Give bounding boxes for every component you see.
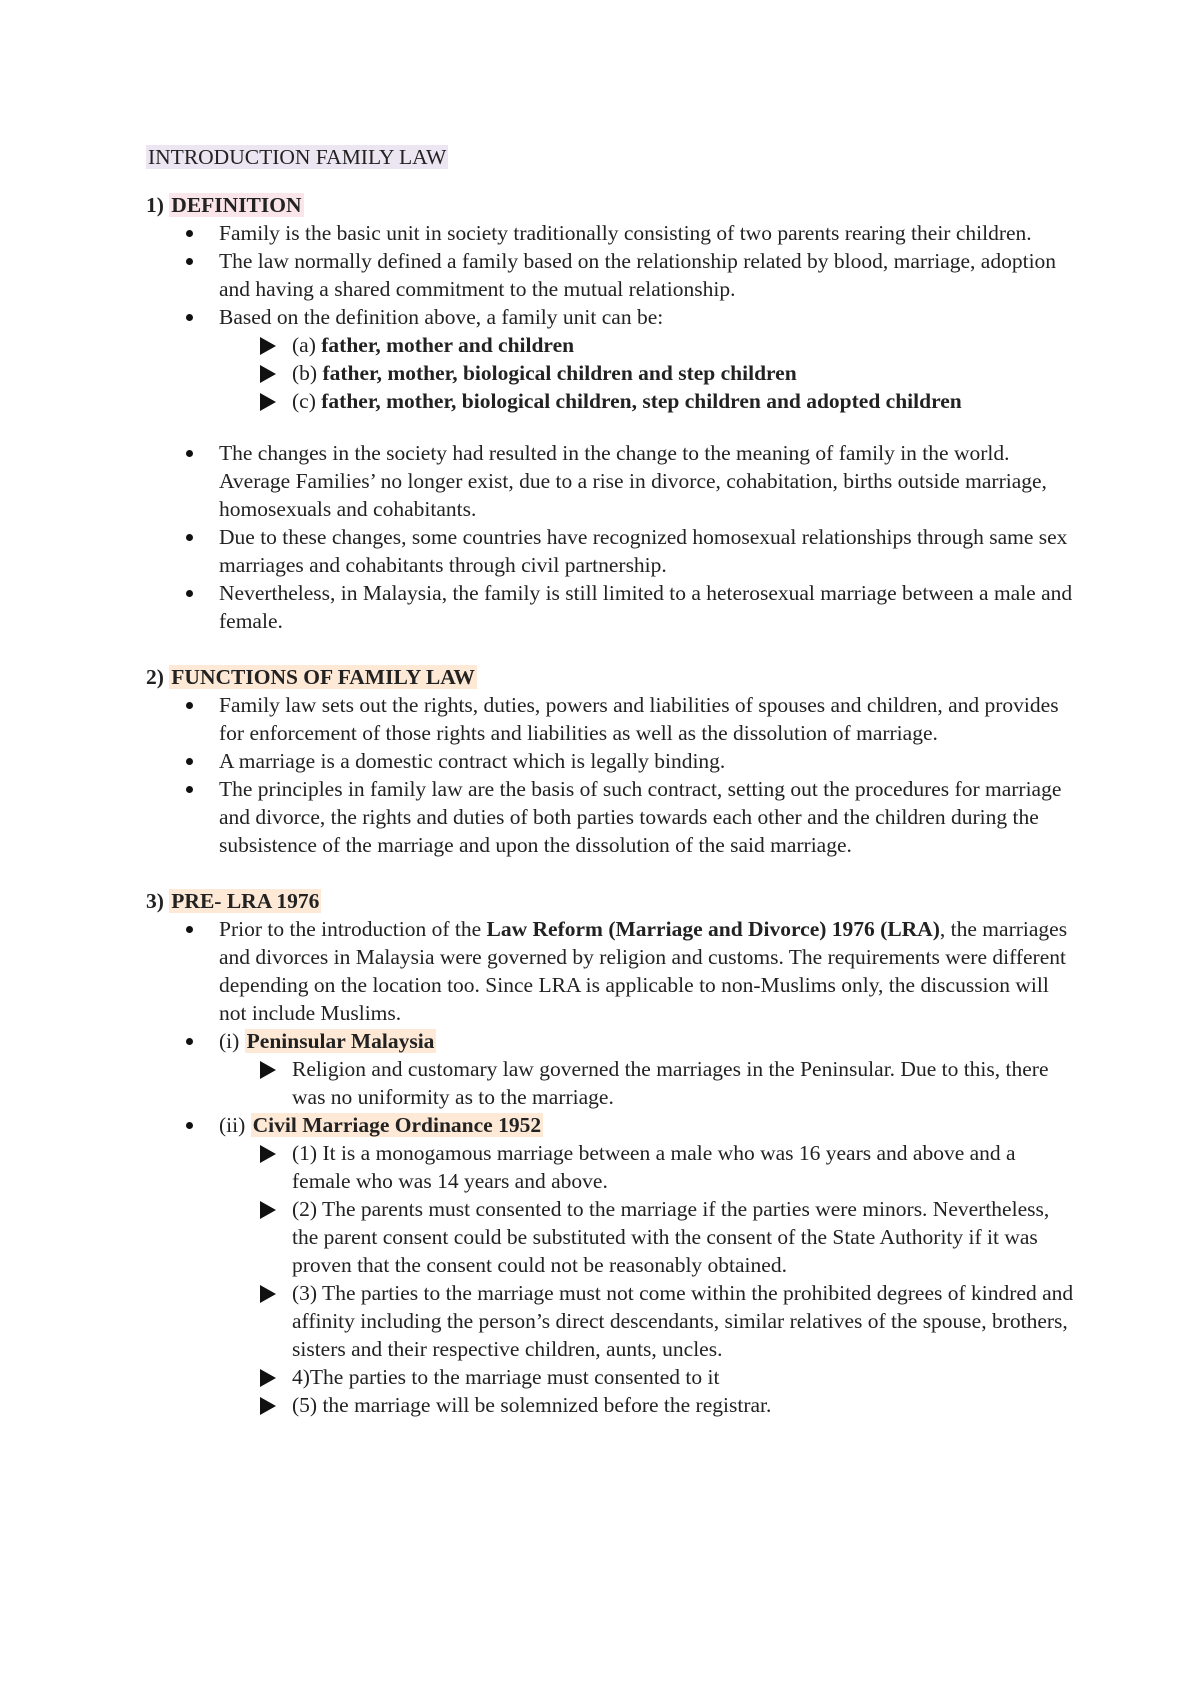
section-heading-pre-lra [146,887,1076,915]
arrow-icon [260,393,276,411]
bullet-icon [186,1122,193,1129]
subheading-civil-marriage: (ii) Civil Marriage Ordinance 1952 [146,1111,1076,1139]
list-item: The principles in family law are the basis of such contract, setting out the procedures for marriage and divorce, the rights and duties of both parties towards each other and the children during the subsistence of the marriage and upon the dissolution of the said marriage. [146,775,1076,859]
bullet-icon [186,758,193,765]
bullet-icon [186,702,193,709]
list-item: The changes in the society had resulted in the change to the meaning of family in the world. Average Families’ no longer exist, due to a rise in divorce, cohabitation, births outside marriage, homosexuals and cohabitants. [146,439,1076,523]
section-heading-text: FUNCTIONS OF FAMILY LAW [171,665,475,689]
list-item: Family law sets out the rights, duties, powers and liabilities of spouses and children, and provides for enforcement of those rights and liabilities as well as the dissolution of marriage. [146,691,1076,747]
arrow-icon [260,1145,276,1163]
arrow-icon [260,365,276,383]
list-item: Religion and customary law governed the marriages in the Peninsular. Due to this, there was no uniformity as to the marriage. [146,1055,1076,1111]
section-heading-text: PRE- LRA 1976 [171,889,320,913]
section-heading-text: DEFINITION [171,193,302,217]
family-unit-item: (c) father, mother, biological children, step children and adopted children [146,387,1076,415]
section-number: 3) [146,889,164,913]
bullet-icon [186,534,193,541]
subheading-peninsular: (i) Peninsular Malaysia [146,1027,1076,1055]
list-item: Nevertheless, in Malaysia, the family is still limited to a heterosexual marriage between a male and female. [146,579,1076,635]
bullet-icon [186,258,193,265]
section-definition [146,191,1076,635]
bullet-icon [186,230,193,237]
arrow-icon [260,1397,276,1415]
list-item: 4)The parties to the marriage must consented to it [146,1363,1076,1391]
arrow-icon [260,1061,276,1079]
list-item: Based on the definition above, a family unit can be: [146,303,1076,331]
bullet-icon [186,450,193,457]
list-item: Prior to the introduction of the Law Reform (Marriage and Divorce) 1976 (LRA), the marriages and divorces in Malaysia were governed by religion and customs. The requirements were different depending on the location too. Since LRA is applicable to non-Muslims only, the discussion will not include Muslims. [146,915,1076,1027]
section-number: 1) [146,193,164,217]
arrow-icon [260,1285,276,1303]
list-item: (3) The parties to the marriage must not come within the prohibited degrees of kindred and affinity including the person’s direct descendants, similar relatives of the spouse, brothers, sisters and their respective children, aunts, uncles. [146,1279,1076,1363]
list-item: The law normally defined a family based on the relationship related by blood, marriage, adoption and having a shared commitment to the mutual relationship. [146,247,1076,303]
document-body [146,143,1076,1447]
list-item: (2) The parents must consented to the marriage if the parties were minors. Nevertheless, the parent consent could be substituted with the consent of the State Authority if it was proven that the consent could not be reasonably obtained. [146,1195,1076,1279]
arrow-icon [260,337,276,355]
list-item: Due to these changes, some countries have recognized homosexual relationships through same sex marriages and cohabitants through civil partnership. [146,523,1076,579]
bullet-icon [186,314,193,321]
list-item: (5) the marriage will be solemnized before the registrar. [146,1391,1076,1419]
statute-name: Law Reform (Marriage and Divorce) 1976 (LRA) [486,917,940,941]
bullet-icon [186,1038,193,1045]
family-unit-item: (b) father, mother, biological children and step children [146,359,1076,387]
arrow-icon [260,1369,276,1387]
section-heading-functions [146,663,1076,691]
section-pre-lra [146,887,1076,1419]
bullet-icon [186,786,193,793]
list-item: A marriage is a domestic contract which is legally binding. [146,747,1076,775]
family-unit-item: (a) father, mother and children [146,331,1076,359]
section-functions [146,663,1076,859]
bullet-icon [186,926,193,933]
list-item: Family is the basic unit in society traditionally consisting of two parents rearing their children. [146,219,1076,247]
section-number: 2) [146,665,164,689]
bullet-icon [186,590,193,597]
document-title [146,143,1076,171]
document-title-text: INTRODUCTION FAMILY LAW [148,145,447,169]
list-item: (1) It is a monogamous marriage between a male who was 16 years and above and a female who was 14 years and above. [146,1139,1076,1195]
arrow-icon [260,1201,276,1219]
section-heading-definition [146,191,1076,219]
